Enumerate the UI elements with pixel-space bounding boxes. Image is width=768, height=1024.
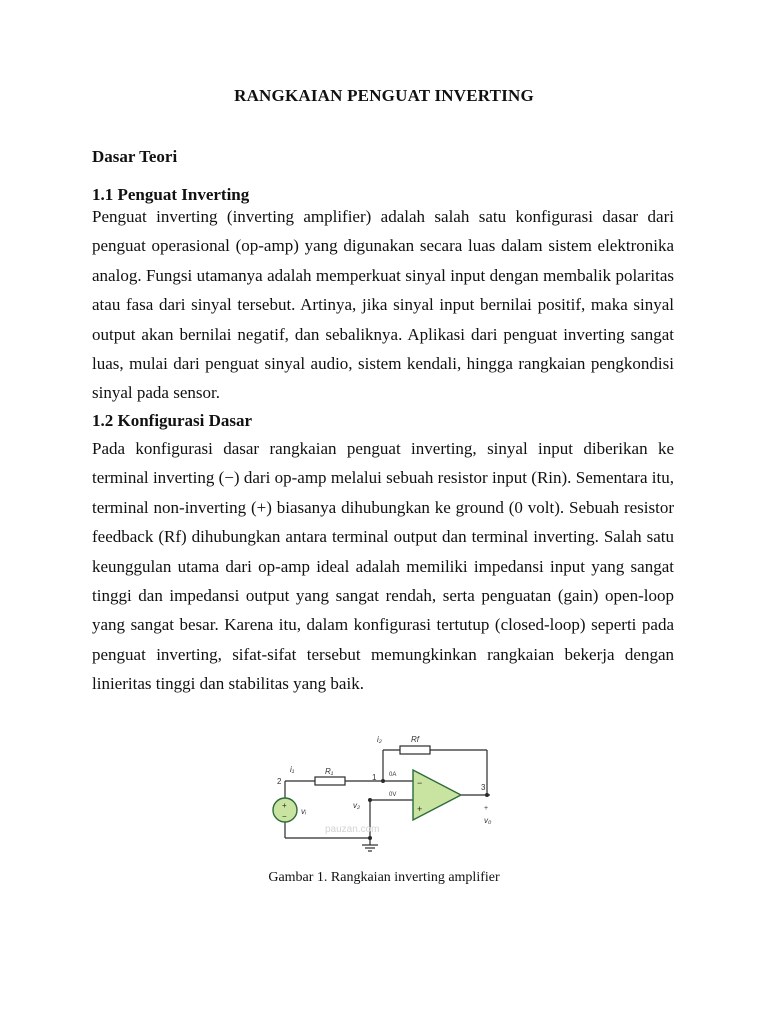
- document-title: RANGKAIAN PENGUAT INVERTING: [234, 86, 534, 105]
- inverting-amplifier-diagram: [265, 730, 495, 855]
- node-2-label: 2: [277, 777, 282, 786]
- ground-node-dot: [368, 836, 372, 840]
- rf-resistor: [400, 746, 430, 754]
- vo-label: v₀: [484, 816, 492, 825]
- zero-amp-label: 0A: [389, 772, 397, 778]
- i2-label: i₂: [377, 735, 382, 744]
- circuit-figure: [265, 730, 495, 855]
- paragraph-2: Pada konfigurasi dasar rangkaian penguat inverting, sinyal input diberikan ke terminal inverting (−) dari op-amp melalui sebuah resistor input (Rin). Sementara itu, terminal non-inverting (+) biasanya dihubungkan ke ground (0 volt). Sebuah resistor feedback (Rf) dihubungkan antara terminal output dan terminal inverting. Salah satu keunggulan utama dari op-amp ideal adalah memiliki impedansi input yang sangat tinggi dan impedansi output yang sangat rendah, serta penguatan (gain) open-loop yang sangat besar. Karena itu, dalam konfigurasi tertutup (closed-loop) seperti pada penguat inverting, sifat-sifat tersebut memungkinkan rangkaian bekerja dengan linieritas tinggi dan stabilitas yang baik.: [92, 439, 674, 694]
- source-plus-sign: +: [282, 801, 287, 810]
- vi-label: vᵢ: [301, 807, 306, 816]
- opamp-minus-sign: −: [417, 778, 423, 788]
- i1-label: i₁: [290, 765, 295, 774]
- output-plus-label: +: [484, 805, 489, 812]
- paragraph-1: Penguat inverting (inverting amplifier) adalah salah satu konfigurasi dasar dari penguat operasional (op-amp) yang digunakan secara luas dalam sistem elektronika analog. Fungsi utamanya adalah memperkuat sinyal input dengan membalik polaritas atau fasa dari sinyal tersebut. Artinya, jika sinyal input bernilai positif, maka sinyal output akan bernilai negatif, dan sebaliknya. Aplikasi dari penguat inverting sangat luas, mulai dari penguat sinyal audio, sistem kendali, hingga rangkaian pengkondisi sinyal pada sensor.: [92, 207, 674, 403]
- node-v2-dot: [368, 798, 372, 802]
- zero-volt-label: 0V: [389, 792, 397, 798]
- figure-caption: Gambar 1. Rangkaian inverting amplifier: [268, 870, 500, 885]
- section-heading: Dasar Teori: [92, 147, 178, 166]
- opamp-plus-sign: +: [417, 804, 423, 814]
- source-minus-sign: −: [282, 812, 287, 821]
- watermark-text: pauzan.com: [325, 824, 380, 835]
- node-3-dot: [485, 793, 489, 797]
- r1-resistor: [315, 777, 345, 785]
- r1-label: R₁: [325, 767, 334, 776]
- node-1-dot: [381, 779, 385, 783]
- subsection-heading-1: 1.1 Penguat Inverting: [92, 185, 250, 204]
- node-3-label: 3: [481, 783, 486, 792]
- node-1-label: 1: [372, 773, 377, 782]
- v2-label: v₂: [353, 801, 361, 810]
- subsection-heading-2: 1.2 Konfigurasi Dasar: [92, 411, 253, 430]
- rf-label: Rf: [411, 735, 419, 744]
